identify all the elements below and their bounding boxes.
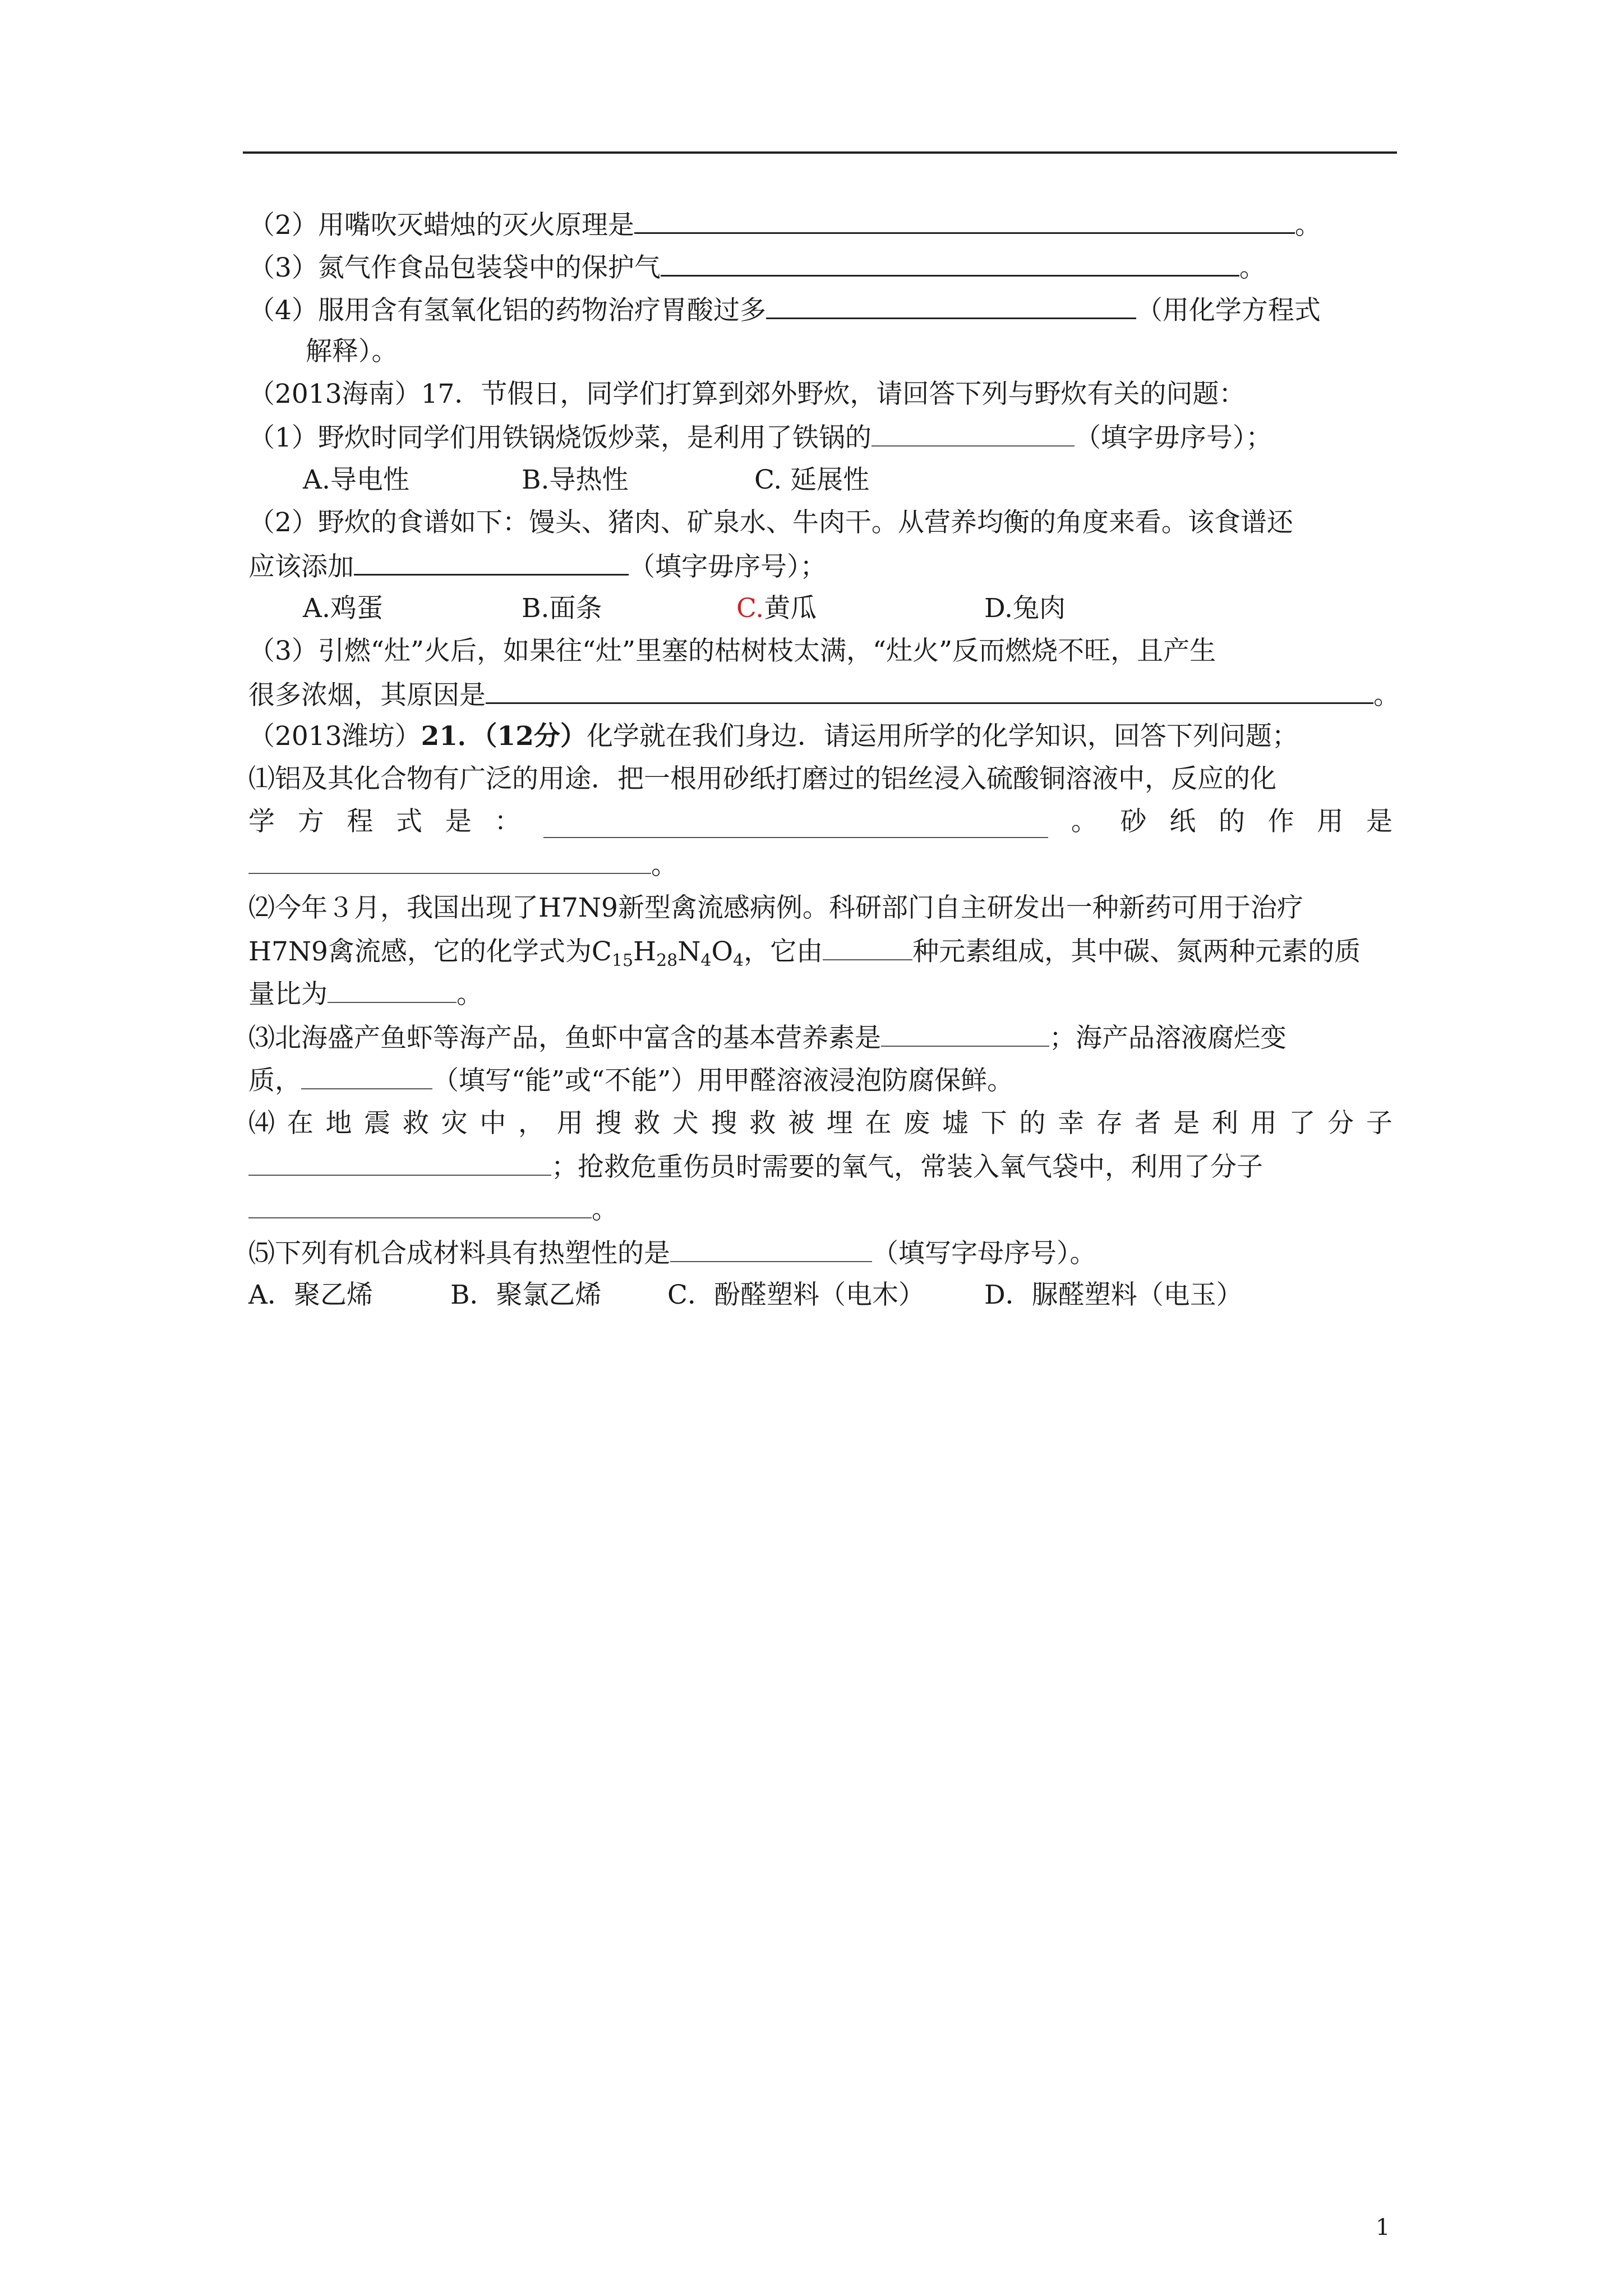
answer-blank[interactable] — [872, 421, 1075, 447]
q17-food-option-b[interactable]: B.面条 — [522, 593, 602, 624]
q21-part2-line2: H7N9禽流感，它的化学式为$C_{15}H_{28}N_4O_4$，它由 种元素组成，其中碳、氮两种元素的质 — [248, 935, 1361, 977]
q17-option-b[interactable]: B.导热性 — [522, 464, 629, 495]
q21-header: （2013潍坊）21．（12分）化学就在我们身边．请运用所学的化学知识，回答下列问题； — [248, 721, 1298, 752]
q16-part2: （2）用嘴吹灭蜡烛的灭火原理是 。 — [248, 208, 1321, 242]
answer-blank[interactable] — [248, 1150, 551, 1176]
answer-blank[interactable] — [328, 977, 457, 1003]
q17-option-c[interactable]: C. 延展性 — [754, 464, 870, 495]
q21-part5: ⑸下列有机合成材料具有热塑性的是 （填写字母序号）。 — [248, 1236, 1096, 1270]
q21-part4-line2: ；抢救危重伤员时需要的氧气，常装入氧气袋中，利用了分子 — [248, 1150, 1263, 1184]
header-rule — [243, 151, 1397, 154]
q21-part3-line2: 质， （填写“能”或“不能”）用甲醛溶液浸泡防腐保鲜。 — [248, 1064, 1013, 1097]
q21-part3-line1: ⑶北海盛产鱼虾等海产品，鱼虾中富含的基本营养素是 ；海产品溶液腐烂变 — [248, 1021, 1287, 1055]
q21-part1-line3: 。 — [248, 848, 677, 882]
q17-food-option-d[interactable]: D.兔肉 — [984, 593, 1066, 624]
answer-blank[interactable] — [301, 1064, 432, 1089]
q17-food-option-a[interactable]: A.鸡蛋 — [303, 593, 383, 624]
q16-part4: （4）服用含有氢氧化铝的药物治疗胃酸过多 （用化学方程式 — [248, 293, 1321, 327]
q21-option-d[interactable]: D．脲醛塑料（电玉） — [984, 1280, 1243, 1310]
answer-blank[interactable] — [766, 293, 1136, 319]
q17-part1: （1）野炊时同学们用铁锅烧饭炒菜，是利用了铁锅的 （填字毋序号）； — [248, 421, 1272, 454]
q16-part3: （3）氮气作食品包装袋中的保护气 。 — [248, 250, 1266, 284]
q16-part4-cont: 解释）。 — [306, 336, 398, 367]
q21-part2-line1: ⑵今年３月，我国出现了H7N9新型禽流感病例。科研部门自主研发出一种新药可用于治疗 — [248, 892, 1303, 923]
answer-blank[interactable] — [670, 1236, 872, 1262]
q21-option-b[interactable]: B．聚氯乙烯 — [450, 1280, 602, 1310]
q17-header: （2013海南）17．节假日，同学们打算到郊外野炊，请回答下列与野炊有关的问题： — [248, 379, 1246, 409]
answer-blank[interactable] — [543, 812, 1048, 838]
answer-blank[interactable] — [354, 549, 629, 576]
q17-part2-line1: （2）野炊的食谱如下：馒头、猪肉、矿泉水、牛肉干。从营养均衡的角度来看。该食谱还 — [248, 507, 1293, 538]
q21-part4-line3: 。 — [248, 1193, 618, 1226]
q21-part2-line3: 量比为 。 — [248, 977, 483, 1011]
q17-food-option-c[interactable]: C.黄瓜 — [736, 593, 817, 624]
answer-blank[interactable] — [634, 208, 1295, 234]
answer-blank[interactable] — [823, 935, 912, 960]
chemical-formula: $C_{15}H_{28}N_4O_4$ — [591, 936, 744, 970]
q21-part1-line1: ⑴铝及其化合物有广泛的用途．把一根用砂纸打磨过的铝丝浸入硫酸铜溶液中，反应的化 — [248, 763, 1276, 794]
answer-blank[interactable] — [661, 250, 1239, 277]
q21-part4-line1: ⑷ 在 地 震 救 灾 中 ， 用 搜 救 犬 搜 救 被 埋 在 废 墟 下 的 幸 存 者 是 利 用 了 分 子 — [248, 1108, 1393, 1139]
q17-option-a[interactable]: A.导电性 — [303, 464, 409, 495]
q21-option-a[interactable]: A．聚乙烯 — [248, 1280, 373, 1310]
q17-part3-line2: 很多浓烟，其原因是 。 — [248, 678, 1400, 712]
answer-blank[interactable] — [881, 1021, 1049, 1047]
q21-part1-line2: 学 方 程 式 是 ： 。 砂 纸 的 作 用 是 — [248, 806, 1393, 837]
q21-option-c[interactable]: C．酚醛塑料（电木） — [667, 1280, 925, 1310]
page-number: 1 — [1376, 2215, 1390, 2240]
q17-part3-line1: （3）引燃“灶”火后，如果往“灶”里塞的枯树枝太满，“灶火”反而燃烧不旺，且产生 — [248, 636, 1216, 666]
q17-part2-line2: 应该添加 （填字毋序号）； — [248, 549, 827, 583]
answer-blank[interactable] — [248, 1193, 592, 1218]
answer-blank[interactable] — [486, 678, 1373, 704]
highlighted-answer-letter: C. — [736, 593, 764, 624]
answer-blank[interactable] — [248, 848, 651, 874]
